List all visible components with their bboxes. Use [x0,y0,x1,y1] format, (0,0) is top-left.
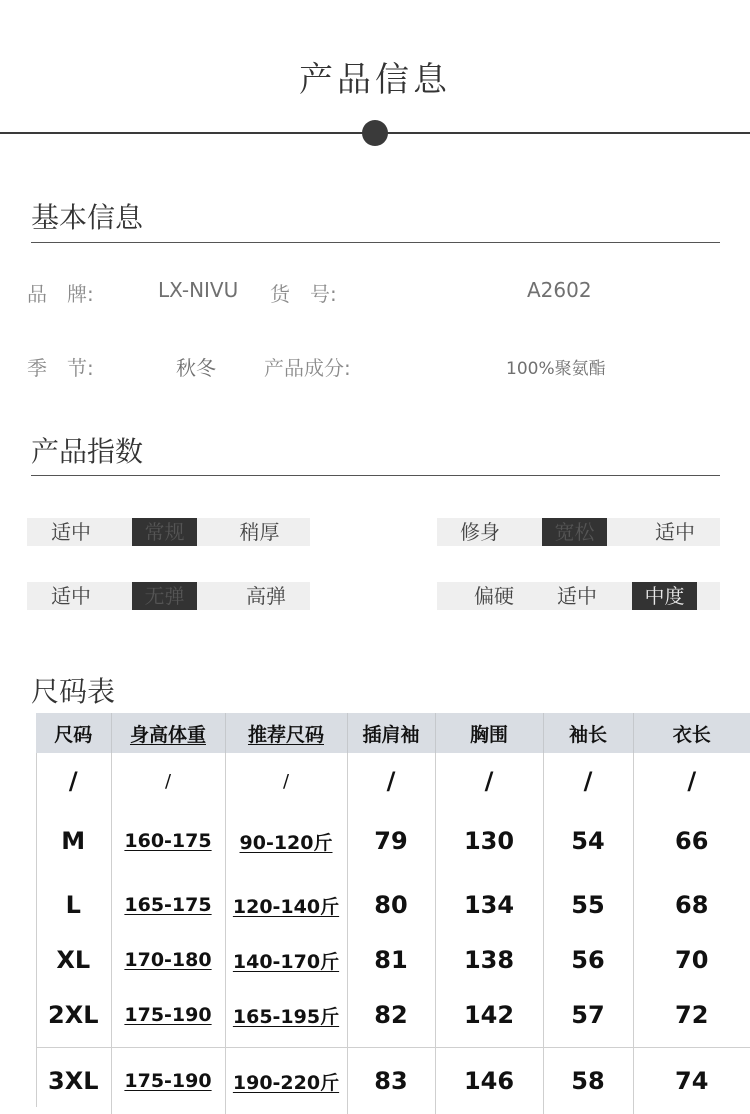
sku-label: 货 号: [270,278,337,307]
column-header-sleeve-length: 袖长 [543,713,633,753]
thickness-option: 适中 [27,518,115,546]
table-cell: 58 [543,1048,633,1114]
product-index-divider [31,475,720,476]
table-cell: 82 [347,983,435,1048]
table-row [36,937,750,983]
table-row [36,809,750,873]
column-header-recommended-size: 推荐尺码 [225,713,347,753]
table-row [36,983,750,1048]
softness-option: 偏硬 [451,582,537,610]
table-cell: 175-190 [111,983,225,1048]
size-chart-heading: 尺码表 [31,670,115,710]
elasticity-option-selected: 无弹 [132,582,197,610]
page-title: 产品信息 [0,52,750,101]
material-value: 100%聚氨酯 [506,354,606,379]
basic-info-heading: 基本信息 [31,196,143,236]
table-row [36,873,750,937]
elasticity-scale [27,582,310,610]
table-cell: 83 [347,1048,435,1114]
table-cell: 57 [543,983,633,1048]
softness-scale [437,582,720,610]
column-header-height-weight: 身高体重 [111,713,225,753]
fit-scale [437,518,720,546]
thickness-option-selected: 常规 [132,518,197,546]
table-cell: 160-175 [111,809,225,873]
table-cell: 72 [633,983,750,1048]
table-cell: 54 [543,809,633,873]
elasticity-option: 高弹 [222,582,310,610]
size-table-header [36,713,750,753]
table-cell: / [225,753,347,809]
table-cell: 190-220斤 [225,1048,347,1114]
table-cell: 142 [435,983,543,1048]
brand-label: 品 牌: [27,278,94,307]
table-cell: 2XL [36,983,111,1048]
column-header-garment-length: 衣长 [633,713,750,753]
table-cell: 165-175 [111,873,225,937]
table-cell: 74 [633,1048,750,1114]
table-cell: / [347,753,435,809]
column-header-size: 尺码 [36,713,111,753]
table-cell: 56 [543,937,633,983]
table-cell: 55 [543,873,633,937]
season-label: 季 节: [27,352,94,381]
column-header-chest: 胸围 [435,713,543,753]
basic-info-divider [31,242,720,243]
table-cell: 70 [633,937,750,983]
table-cell: 90-120斤 [225,809,347,873]
table-cell: / [633,753,750,809]
table-cell: M [36,809,111,873]
table-cell: 170-180 [111,937,225,983]
softness-option-selected: 中度 [632,582,697,610]
table-cell: 165-195斤 [225,983,347,1048]
table-cell: XL [36,937,111,983]
fit-option: 适中 [635,518,715,546]
product-index-heading: 产品指数 [31,430,143,470]
thickness-option: 稍厚 [222,518,297,546]
table-cell: 120-140斤 [225,873,347,937]
table-cell: 80 [347,873,435,937]
fit-option-selected: 宽松 [542,518,607,546]
table-cell: 66 [633,809,750,873]
table-cell: / [543,753,633,809]
fit-option: 修身 [437,518,523,546]
thickness-scale [27,518,310,546]
table-row [36,1048,750,1114]
size-table [36,713,750,1114]
table-cell: 79 [347,809,435,873]
table-cell: / [36,753,111,809]
table-cell: 3XL [36,1048,111,1114]
table-cell: 134 [435,873,543,937]
sku-value: A2602 [527,278,592,302]
softness-option: 适中 [537,582,617,610]
table-cell: / [111,753,225,809]
elasticity-option: 适中 [27,582,115,610]
brand-value: LX-NIVU [158,278,238,302]
table-row-units [36,753,750,809]
table-cell: 68 [633,873,750,937]
title-divider-dot [362,120,388,146]
table-cell: 175-190 [111,1048,225,1114]
material-label: 产品成分: [264,352,351,381]
season-value: 秋冬 [176,352,216,381]
table-cell: / [435,753,543,809]
table-cell: 146 [435,1048,543,1114]
table-cell: 140-170斤 [225,937,347,983]
table-cell: 138 [435,937,543,983]
column-header-raglan-sleeve: 插肩袖 [347,713,435,753]
table-cell: 130 [435,809,543,873]
table-cell: 81 [347,937,435,983]
table-cell: L [36,873,111,937]
